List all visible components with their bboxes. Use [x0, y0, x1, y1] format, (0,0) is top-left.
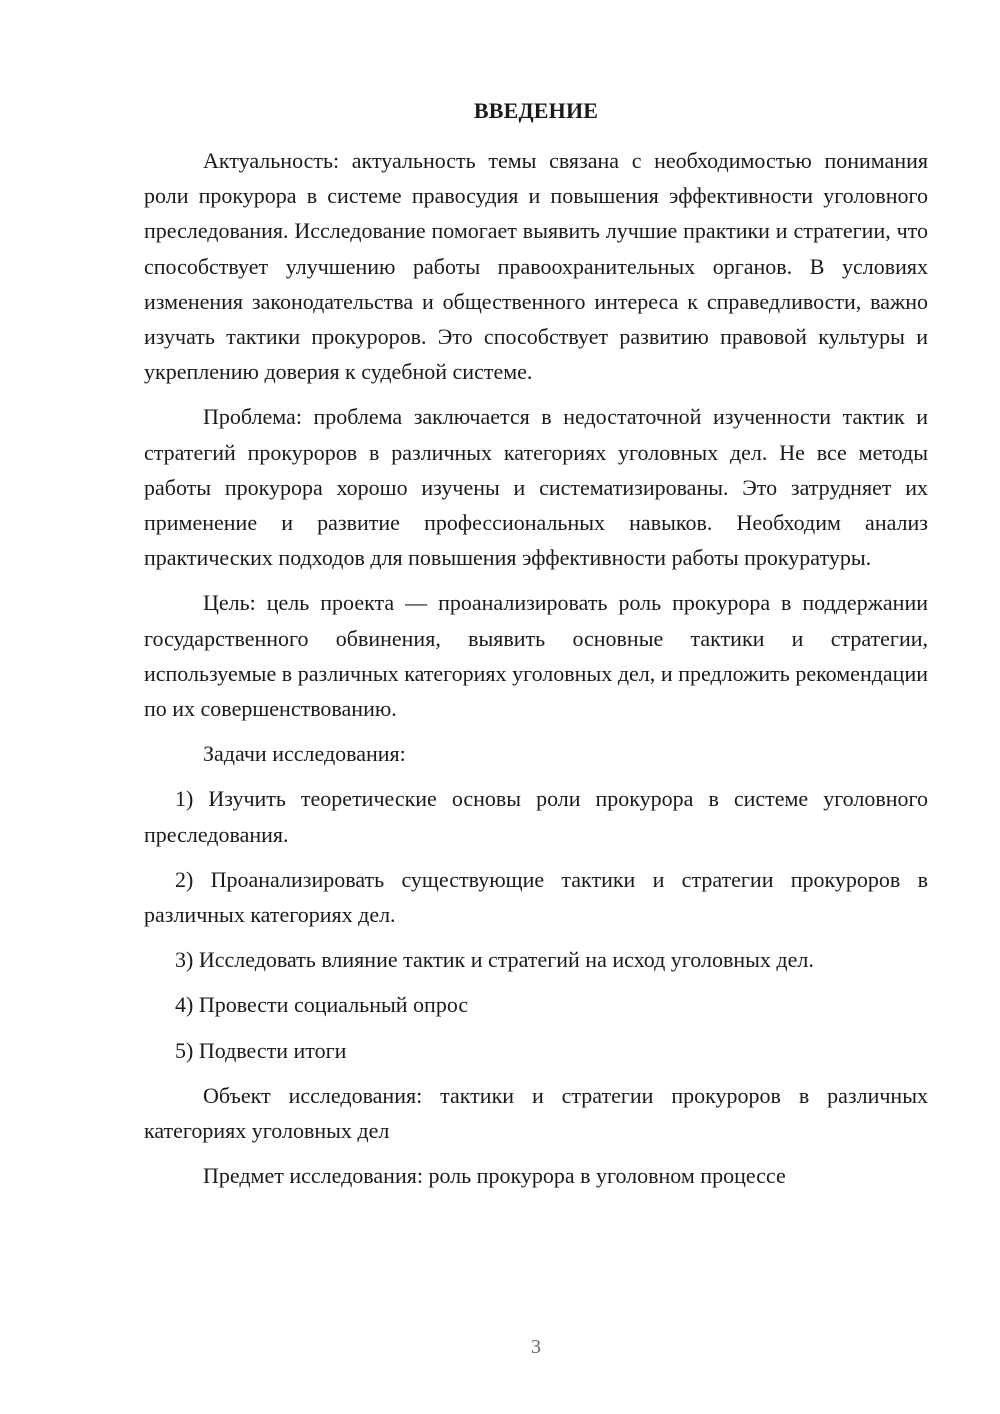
task-item-3: 3) Исследовать влияние тактик и стратегий на исход уголовных дел. [175, 947, 814, 973]
tasks-heading: Задачи исследования: [203, 741, 406, 767]
task-item-2: 2) Проанализировать существующие тактики и стратегии прокуроров в различных категориях дел. [144, 866, 928, 928]
paragraph-relevance: Актуальность: актуальность темы связана с необходимостью понимания роли прокурора в системе правосудия и повышения эффективности уголовного преследования. Исследование помогает выявить лучшие практики и стратегии, что способствует улучшению работы правоохранительных органов. В условиях изменения законодательства и общественного интереса к справедливости, важно изучать тактики прокуроров. Это способствует развитию правовой культуры и укреплению доверия к судебной системе. [144, 148, 928, 385]
page-title: ВВЕДЕНИЕ [473, 98, 599, 123]
body-text [144, 143, 928, 1203]
task-item-5: 5) Подвести итоги [175, 1037, 347, 1063]
paragraph-goal: Цель: цель проекта — проанализировать роль прокурора в поддержании государственного обвинения, выявить основные тактики и стратегии, используемые в различных категориях уголовных дел, и предложить рекомендации по их совершенствованию. [144, 590, 928, 722]
task-item-4: 4) Провести социальный опрос [175, 992, 469, 1018]
page-number: 3 [531, 1336, 541, 1358]
paragraph-subject: Предмет исследования: роль прокурора в уголовном процессе [203, 1163, 786, 1189]
task-item-1: 1) Изучить теоретические основы роли прокурора в системе уголовного преследования. [144, 786, 928, 847]
paragraph-object: Объект исследования: тактики и стратегии прокуроров в различных категориях уголовных дел [144, 1082, 928, 1144]
paragraph-problem: Проблема: проблема заключается в недостаточной изученности тактик и стратегий прокуроров в различных категориях уголовных дел. Не все методы работы прокурора хорошо изучены и систематизированы. Это затрудняет их применение и развитие профессиональных навыков. Необходим анализ практических подходов для повышения эффективности работы прокуратуры. [144, 404, 928, 571]
